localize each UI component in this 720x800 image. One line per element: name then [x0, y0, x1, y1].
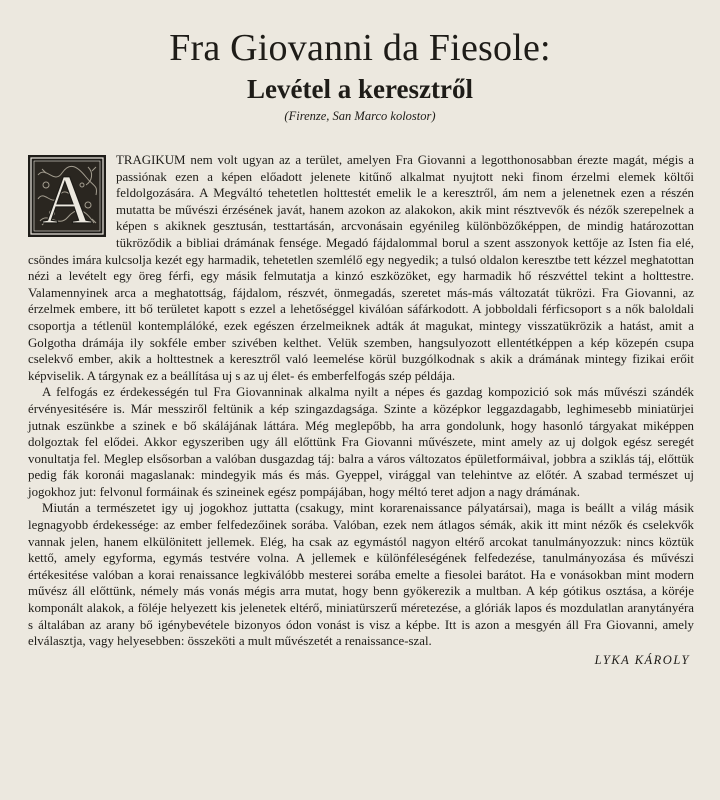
- article-body: [28, 152, 694, 668]
- page-subtitle: Levétel a keresztről: [247, 74, 473, 104]
- author-signature: LYKA KÁROLY: [594, 652, 690, 667]
- ornamental-initial-icon: [28, 155, 106, 237]
- location-caption: (Firenze, San Marco kolostor): [284, 109, 436, 123]
- paragraph-1: TRAGIKUM nem volt ugyan az a terület, amelyen Fra Giovanni a legotthonosabban érezte magát, mégis a passiónak ezen a képen előadott jelenete kitűnő alkalmat nyujtott neki finom érzelmi elemek költői feldolgozására. A Megváltó tehetetlen holttestét emelik le a keresztről, ám nem a jelenetnek ezen a részén mutatta be művészi érzésének javát, hanem azokon az alakokon, akik mint résztvevők és nézők szerepelnek a képen s akiknek gesztusán, testtartásán, arcvonásain egyénileg különbözőképpen, de mindig határozottan tükröződik a bibliai drámának fensége. Megadó fájdalommal borul a szent asszonyok kettője az Isten fia elé, csöndes imára kulcsolja kezét egy harmadik, tehetetlen szemlélő egy negyedik; a tulsó oldalon keresztbe tett kézzel meghatottan nézi a levételt egy öreg férfi, egy másik felmutatja a kinzó eszközöket, egy harmadik hő részvéttel tekint a holttestre. Valamennyinek arca a meghatottság, fájdalom, részvét, önmegadás, szeretet más-más változatát tükrözi. Fra Giovanni, az érzelmek embere, itt bő területet kapott s ezzel a lehetőséggel kiválóan sáfárkodott. A jobboldali férficsoport s a nők baloldali csoportja a tétlenül kontemplálóké, ezek egészen érzelmeiknek adták át magukat, mintegy visszatükrözik a hatást, amit a Golgotha drámája ily sokféle ember szivében kelthet. Velük szemben, hangsulyozott ellentétképpen a kép közepén csupa cselekvő ember, akik a holttestnek a keresztről való leemelése körül buzgólkodnak s akik a drámának mintegy fizikai erőit képviselik. A tárgynak ez a beállítása uj s az uj élet- és emberfelfogás szép példája.: [28, 153, 694, 383]
- paragraph-2: A felfogás ez érdekességén tul Fra Giovanninak alkalma nyilt a népes és gazdag kompozició sok más művészi szándék érvényesitésére is. Már messziről feltünik a kép szingazdagsága. Szinte a középkor leggazdagabb, leghimesebb miniatürjei jutnak eszünkbe a szinek e bő skálájának láttára. Még meglepőbb, ha arra gondolunk, hogy hasonló tárgyakat miképpen dolgoztak fel elődei. Akkor egyszeriben ugy áll előttünk Fra Giovanni művészete, mint amely az uj dolgok egész seregét vonultatja fel. Meglep elsősorban a valóban dusgazdag táj: balra a város változatos épületformáival, jobbra a sziklás táj, előttük pedig fák koronái magaslanak: mindegyik más és más. Gyeppel, virággal van telehintve az előtér. A szabad természet uj jogokhoz jut: felvonul formáinak és szineinek egész pompájában, hogy méltó teret adjon a nagy drámának.: [28, 385, 694, 499]
- paragraph-3: Miután a természetet igy uj jogokhoz juttatta (csakugy, mint korarenaissance pályatársai), maga is beállt a világ másik legnagyobb érdekessége: az ember felfedezőinek sorába. Valóban, ezek nem átlagos sémák, akik itt mint nézők és cselekvők vannak jelen, hanem elkülönitett jellemek. Elég, ha csak az egymástól nagyon eltérő arcokat tanulmányozzuk: nincs köztük kettő, amely egyforma, egymás testvére volna. A jellemek e különféleségének felfedezése, tanulmányozása és művészi értékesitése valóban a korai renaissance legkiválóbb mesterei sorába emelte a fiesolei barátot. Ha e vonásokban mint modern művész áll előttünk, némely más vonás mégis arra mutat, hogy benn gyökerezik a multban. A kép gótikus osztása, a köréje komponált alakok, a föléje helyezett kis jelenetek eltérő, miniatürszerű méretezése, a glóriák lapos és mozdulatlan aranytányéra s általában az arany bő igénybevétele bizonyos ódon vonást is visz a képbe. Itt is azon a mesgyén áll Fra Giovanni, amely elválasztja, vagy helyesebben: összeköti a mult művészetét a renaissance-szal.: [28, 501, 694, 649]
- page-title: Fra Giovanni da Fiesole:: [169, 27, 551, 69]
- drop-cap-initial: [28, 155, 106, 237]
- drop-cap-letter: A: [41, 162, 93, 237]
